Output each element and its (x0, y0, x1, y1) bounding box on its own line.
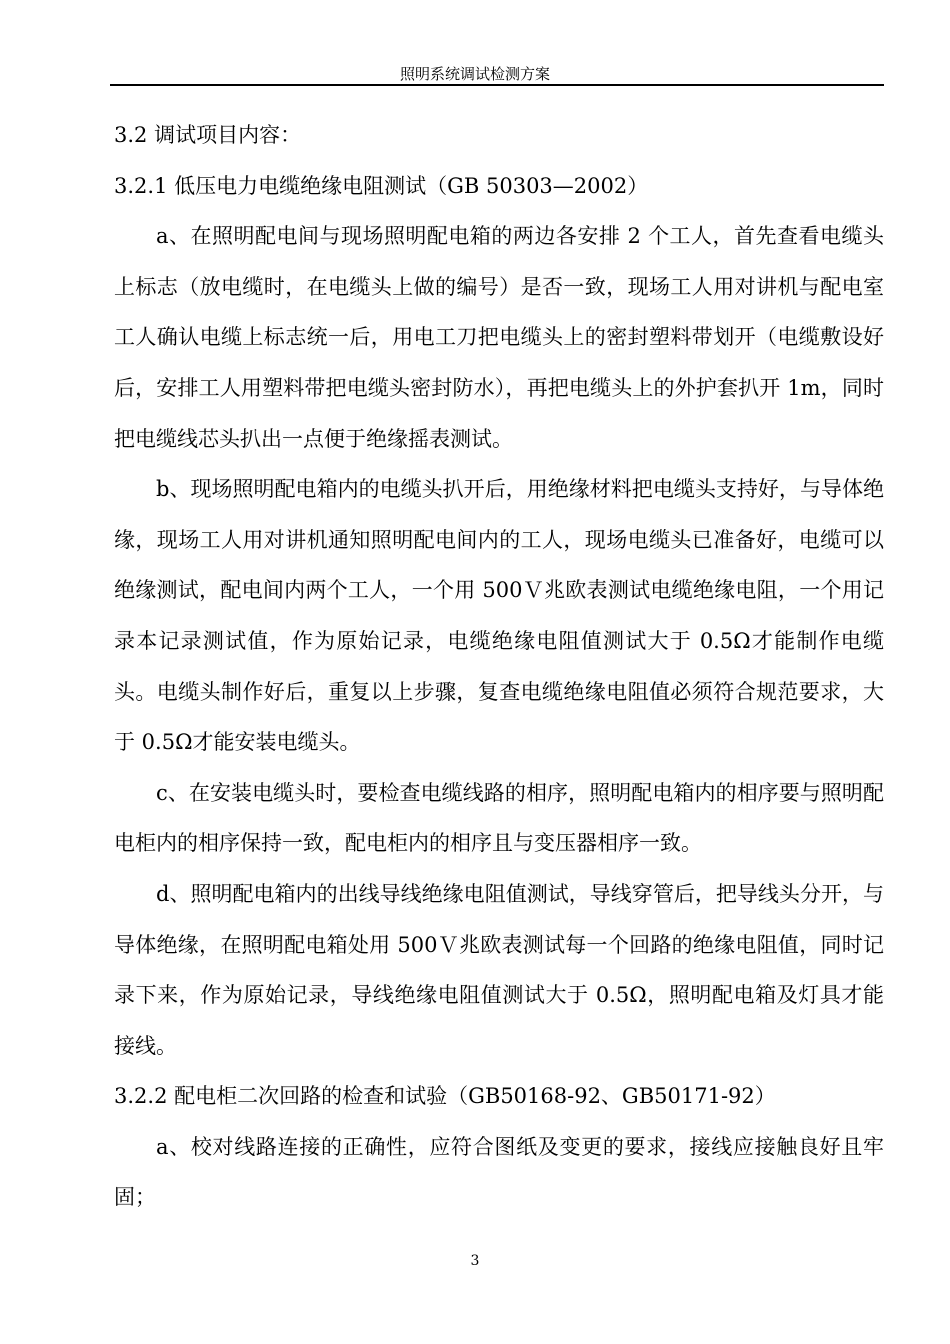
section-heading-3-2-1: 3.2.1 低压电力电缆绝缘电阻测试（GB 50303—2002） (114, 173, 649, 198)
paragraph-d-wire-insulation: d、照明配电箱内的出线导线绝缘电阻值测试，导线穿管后，把导线头分开，与导体绝缘，在照明配电箱处用 500Ｖ兆欧表测试每一个回路的绝缘电阻值，同时记录下来，作为原始记录，导线绝缘电阻值测试大于 0.5Ω，照明配电箱及灯具才能接线。 (114, 881, 884, 1058)
page-number: 3 (470, 1253, 480, 1269)
running-header: 照明系统调试检测方案 (399, 65, 550, 83)
paragraph-a-cable-check: a、在照明配电间与现场照明配电箱的两边各安排 2 个工人，首先查看电缆头上标志（放电缆时，在电缆头上做的编号）是否一致，现场工人用对讲机与配电室工人确认电缆上标志统一后，用电工刀把电缆头上的密封塑料带划开（电缆敷设好后，安排工人用塑料带把电缆头密封防水），再把电缆头上的外护套扒开 1m，同时把电缆线芯头扒出一点便于绝缘摇表测试。 (114, 224, 884, 451)
paragraph-c-phase-sequence: c、在安装电缆头时，要检查电缆线路的相序，照明配电箱内的相序要与照明配电柜内的相序保持一致，配电柜内的相序且与变压器相序一致。 (114, 780, 884, 856)
header-divider (110, 84, 884, 86)
paragraph-b-insulation-test: b、现场照明配电箱内的电缆头扒开后，用绝缘材料把电缆头支持好，与导体绝缘，现场工人用对讲机通知照明配电间内的工人，现场电缆头已准备好，电缆可以绝缘测试，配电间内两个工人，一个用 500Ｖ兆欧表测试电缆绝缘电阻，一个用记录本记录测试值，作为原始记录，电缆绝缘电阻值测试大于 0.5Ω才能制作电缆头。电缆头制作好后，重复以上步骤，复查电缆绝缘电阻值必须符合规范要求，大于 0.5Ω才能安装电缆头。 (114, 477, 884, 755)
paragraph-a-wiring-check: a、校对线路连接的正确性，应符合图纸及变更的要求，接线应接触良好且牢固； (114, 1134, 884, 1210)
section-heading-3-2: 3.2 调试项目内容： (114, 123, 302, 147)
document-body (114, 110, 884, 1223)
section-heading-3-2-2: 3.2.2 配电柜二次回路的检查和试验（GB50168-92、GB50171-92） (114, 1084, 776, 1109)
